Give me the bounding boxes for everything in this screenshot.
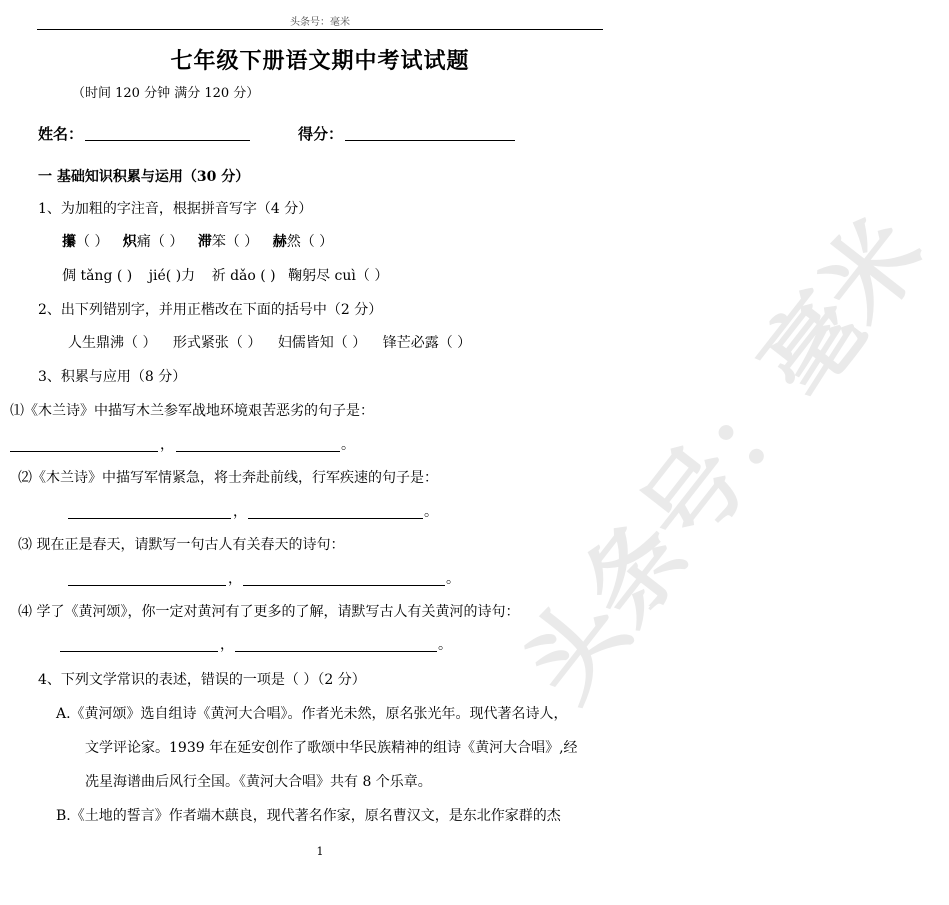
answer-line-4a[interactable] xyxy=(60,651,218,652)
question-4-title: 4、下列文学常识的表述，错误的一项是（ ）（2 分） xyxy=(38,672,366,688)
answer-line-2a[interactable] xyxy=(68,518,231,519)
q2-item-2: 形式紧张（ ） xyxy=(172,335,262,351)
question-3-title: 3、积累与应用（8 分） xyxy=(38,369,187,385)
question-1-row-2 xyxy=(62,265,388,285)
period: 。 xyxy=(438,637,452,653)
name-field[interactable] xyxy=(85,140,250,141)
answer-line-1b[interactable] xyxy=(176,451,340,452)
answer-line-3a[interactable] xyxy=(68,585,226,586)
q1-item-2: 炽痛（ ） xyxy=(122,234,184,250)
page-number: 1 xyxy=(316,845,324,858)
option-b-line-1: B.《土地的誓言》作者端木蕻良，现代著名作家，原名曹汉文，是东北作家群的杰 xyxy=(56,808,561,824)
option-a-line-1: A.《黄河颂》选自组诗《黄河大合唱》。作者光未然，原名张光年。现代著名诗人， xyxy=(56,706,568,722)
question-2-title: 2、出下列错别字，并用正楷改在下面的括号中（2 分） xyxy=(38,302,383,318)
exam-info: （时间 120 分钟 满分 120 分） xyxy=(72,86,260,101)
question-1-title: 1、为加粗的字注音，根据拼音写字（4 分） xyxy=(38,201,313,217)
q1-pinyin-1: 倜 tǎng ( ) xyxy=(62,268,133,284)
question-3-sub-2: ⑵《木兰诗》中描写军情紧急，将士奔赴前线，行军疾速的句子是： xyxy=(18,470,438,486)
q1-item-3: 滞笨（ ） xyxy=(197,234,259,250)
q1-item-4: 赫然（ ） xyxy=(272,234,334,250)
option-a-line-2: 文学评论家。1939 年在延安创作了歌颂中华民族精神的组诗《黄河大合唱》,经 xyxy=(85,740,578,756)
question-3-sub-4: ⑷ 学了《黄河颂》，你一定对黄河有了更多的了解，请默写古人有关黄河的诗句： xyxy=(18,604,520,620)
score-label: 得分： xyxy=(298,125,344,143)
page-header: 头条号：毫米 xyxy=(290,17,350,28)
q1-pinyin-4: 鞠躬尽 cuì（ ） xyxy=(288,268,389,284)
section-heading: 一 基础知识积累与运用（30 分） xyxy=(38,169,250,185)
score-field[interactable] xyxy=(345,140,515,141)
comma: ， xyxy=(233,504,247,520)
q1-item-1: 攥（ ） xyxy=(62,234,109,250)
answer-line-2b[interactable] xyxy=(248,518,423,519)
question-3-sub-3: ⑶ 现在正是春天，请默写一句古人有关春天的诗句： xyxy=(18,537,345,553)
answer-line-4b[interactable] xyxy=(235,651,437,652)
period: 。 xyxy=(424,504,438,520)
q1-pinyin-2: jié( )力 xyxy=(148,268,196,284)
header-rule xyxy=(37,29,603,30)
question-2-items xyxy=(68,332,471,352)
question-1-row-1 xyxy=(62,231,333,251)
q2-item-3: 妇儒皆知（ ） xyxy=(277,335,367,351)
q2-item-4: 锋芒必露（ ） xyxy=(382,335,472,351)
name-label: 姓名： xyxy=(38,125,84,143)
comma: ， xyxy=(160,437,174,453)
comma: ， xyxy=(220,637,234,653)
period: 。 xyxy=(446,571,460,587)
period: 。 xyxy=(341,437,355,453)
page-title: 七年级下册语文期中考试试题 xyxy=(170,48,470,74)
answer-line-1a[interactable] xyxy=(10,451,158,452)
question-3-sub-1: ⑴《木兰诗》中描写木兰参军战地环境艰苦恶劣的句子是： xyxy=(10,403,374,419)
option-a-line-3: 冼星海谱曲后风行全国。《黄河大合唱》共有 8 个乐章。 xyxy=(85,774,432,790)
q1-pinyin-3: 祈 dǎo ( ) xyxy=(211,268,276,284)
watermark: 头条号：毫米 xyxy=(501,197,946,721)
comma: ， xyxy=(228,571,242,587)
answer-line-3b[interactable] xyxy=(243,585,445,586)
q2-item-1: 人生鼎沸（ ） xyxy=(68,335,157,351)
